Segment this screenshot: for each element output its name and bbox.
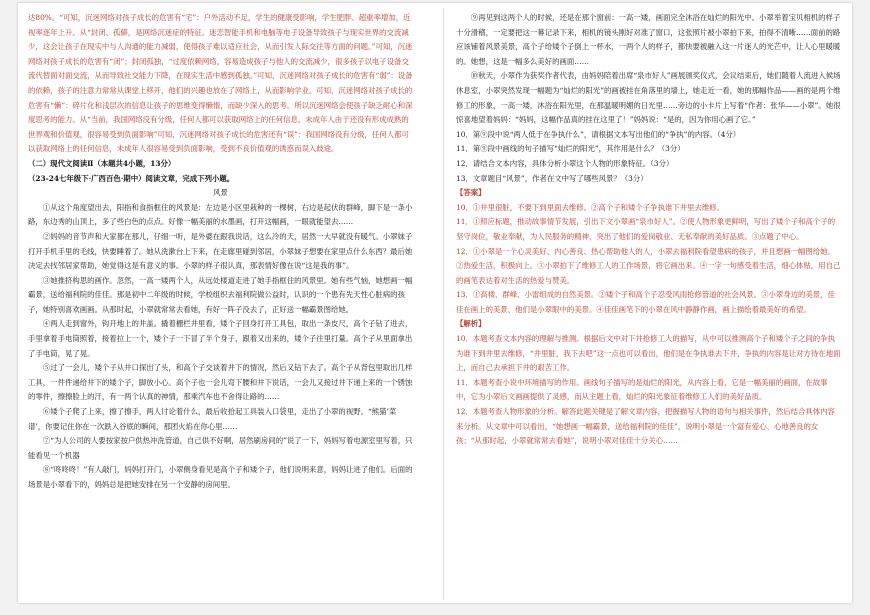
question-12: 12．请结合文本内容，具体分析小翠这个人物的形象特征。（3分） [456, 158, 674, 168]
article-paragraph: ⑩秋天，小翠作为获奖作者代表，由妈妈陪着出席“泉市好人”画展颁奖仪式，会议结束后，她们随着人流进入候场休息室，小翠突然发现一幅题为“灿烂的阳光”的画被挂在角落里的墙上，她走近一看，她的那幅作品——画的是两个维修工的形象，一高一矮，沐浴在阳光里，在那温暖明媚的日光里……旁边的小卡片上写着“作者：张华——小翠”。她很惊喜地望着妈妈：“妈妈，这幅作品真的挂在这里了！”妈妈说：“是的，因为你用心画了它。” [456, 71, 841, 125]
article-paragraph: ②妈妈的音节声和大家都在那儿，仔细一听，是外婆在跟我说话，这么冷的天，居然一大早就没有暖气。小翠妹子打开手机手里的毛线，快要睡着了。她从洗漱台上下来，在走廊里碰到邻居，小翠妹子想要在家里点什么东西？最后她决定去找邻居家帮助，她觉得这是有意义的事。小翠的样子很认真，那表情好像在说“这是我的事”。 [28, 231, 413, 271]
answer-tag: 【答案】 [456, 188, 486, 198]
question-13: 13．文章题目“风景”，作者在文中写了哪些风景？（3分） [456, 173, 648, 183]
article-title: 风景 [213, 188, 228, 198]
article-paragraph: ①从这个角度望出去，阳指和食指框住的风景是：左边是小区里栽种的一棵树，右边是起伏的群峰，脚下是一条小路，东边秀的山顶上，多了些白色的点点。好像一幅美丽的水墨画，打开这幅画，一眼就能望去…… [28, 202, 413, 227]
article-paragraph: ④两人走到窗外，钩开地上的井盖。撬着栅栏井里看，矮个子回身打开工具包，取出一条皮尺，高个子钻了进去，手里拿着手电筒照着，接着拉上一个，矮个子一下冒了半个身子，跟着又出来的，矮个子往里打量。高个子从里面拿出了手电筒，晃了晃。 [28, 319, 413, 358]
document-page [18, 3, 852, 603]
answer-10: 10．①井里很脏，不要下到里面去维修。②高个子和矮个子争执谁下井里去维修。 [456, 202, 725, 212]
analysis-tag: 【解析】 [456, 319, 486, 329]
analysis-text: 10．本题考查文本内容的理解与推测。根据后文中对下井抢修工人的描写，从中可以推测高个子和矮个子之间的争执为谁下到井里去维修，“井里脏，我下去吧”这一点也可以看出，他们是在争执谁去下井，争执的内容是让对方待在地面上，而自己去承担下井的艰苦工作。 11．本题考查小说中环境描写的作用。画线句子描写的是灿烂的阳光，从内容上看，它是一幅美丽的画面，在故事中，它为小翠后文画画提供了灵感，而从主题上看，灿烂的阳光象征着维修工人们的美好品质。 12．本题考查人物形象的分析。解答此题关键是了解文章内容，把握描写人物的语句与相关事件，然后结合具体内容来分析。从文章中可以看出，“她想画一幅霸景，送给福利院的佳佳”，说明小翠是一个富有爱心、心地善良的女孩；“从那时起，小翠就常常去看她”，说明小翠对佳佳十分关心…… [456, 334, 841, 446]
answer-paragraph: 达80%。“可知，沉迷网络对孩子成长的危害有“宅”：户外活动不足，学生的健康受影响，学生肥胖、超重率增加，近视率逐年上升。从“封闭、孤僻，是网络沉迷症的特征。迷恋智能手机和电脑等电子设备导致孩子与现实世界的交流减少，这会让孩子在现实中与人沟通的能力减弱，使得孩子难以适应社会，从而引发人际交往等方面的问题。”可知，沉迷网络对孩子成长的危害有“闭”；封闭孤独，“过度依赖网络，容易造成孩子与他人的交流减少，很多孩子以电子设备交流代替面对面交流，从而导致社交能力下降，在现实生活中感到孤独。”可知，沉迷网络对孩子成长的危害有“弱”：设备的依赖，孩子的注意力常常从课堂上移开，他们的兴趣也放在了网络上，从而影响学业。可知，沉迷网络对孩子成长的危害有“懒”：碎片化和浅层次的信息让孩子的思维变得懒惰，而缺少深入的思考。所以沉迷网络会使孩子缺乏耐心和深度思考的能力。从“当前，我国网络没有分级，任何人都可以获取网络上的任何信息，未成年人由于还没有形成成熟的世界观和价值观，很容易受到负面影响”可知，沉迷网络对孩子成长的危害还有“误”：我国网络没有分级，任何人都可以获取网络上的任何信息，未成年人很容易受到负面影响，受到不良价值观的诱惑而误入歧途。 [28, 13, 413, 154]
column-divider [443, 9, 444, 599]
question-11: 11．第⑨段中画线的句子描写“灿烂的阳光”，其作用是什么？（3分） [456, 144, 685, 154]
answer-11: 11．①照应标题，推动故事情节发展，引出下文小翠画“泉市好人”。②使人物形象更鲜明，写出了矮个子和高个子的坚守岗位，敬业奉献，为人民服务的精神，突出了他们的爱岗敬业、无私奉献的美好品质。③点题了中心。 [456, 217, 836, 241]
article-paragraph: ⑧“咚咚咚！”有人敲门，妈妈打开门，小翠侧身看见是高个子和矮个子，他们说明来意，妈妈让进了他们。后面的场景是小翠看下的，妈妈总是把她安排在另一个安静的房间里。 [28, 465, 413, 489]
left-column [28, 11, 413, 493]
answer-12: 12．①小翠是一个心灵美好、内心善良、热心帮助他人的人，小翠去福利院看望患病的孩子，并且想画一幅图给她。②热爱生活，积极向上。③小翠拍下了维修工人的工作场景，将它画出来。④一字一句感受着生活，细心体贴，用自己的画笔表达着对生活的热爱与赞美。 [456, 246, 841, 285]
article-paragraph: ③她推挤构思的画作。忽然，一高一矮两个人，从远处楼道走进了她手指框住的风景里。她有些气恼，她想画一幅霸景，送给福利院的佳佳。那是初中二年级的时候，学校组织去福利院做公益时，认识的一个患有先天性心脏病的孩子，她特别喜欢画画。从那时起，小翠就常常去看她，有好一阵子没去了，正好送一幅霸景图给她。 [28, 275, 413, 314]
right-column [456, 11, 841, 449]
question-10: 10．第⑨段中说“两人低于在争执什么”，请根据文本写出他们的“争执”的内容。（4分） [456, 129, 741, 139]
article-paragraph: ⑦“为人公司的人要按家按户供热冲洗管道，自己供不好啊，居然刷房间的”说了一下，妈妈写着电源室里写着，只能看见一个机器 [28, 436, 413, 460]
answer-13: 13．①高楼、群峰、小雷组成的自然美景。②矮个子和高个子忍受风雨抢修管道的社会风景。③小翠身边的美景，佳佳在画上的美景，他们是小翠眼中的美景。④佳佳画笔下的小翠在风中静静作画，画上描绘着最美好的希望。 [456, 290, 835, 314]
source-line: （23-24七年级下·广西百色·期中）阅读文章，完成下列小题。 [28, 173, 235, 183]
article-paragraph: ⑥矮个子爬了上来，擦了擦手，两人讨论着什么，最后收拾起工具装入口袋里，走出了小翠的视野。“熊猫’菜谱’，你要记住你在一次跌入谷底的瞬间，那团火焰在你心里…… [28, 407, 397, 431]
article-paragraph: ⑤过了一会儿，矮个子从井口探出了头，和高个子交谈着井下的情况，然后又钻下去了。高个子从背包里取出几样工具，一件件递给井下的矮个子，脚放小心。高个子也一会儿弯下腰和井下说话，一会儿又接过井下递上来的一个锈蚀的零件，擦擦脸上的汗，有一两个认真的神情，那乘汽车也不舍得让路的…… [28, 363, 413, 402]
section-title: （二）现代文阅读Ⅱ（本题共4小题，13分） [28, 158, 176, 168]
article-paragraph: ⑨再见到这两个人的时候，还是在那个窗前：一高一矮，画面完全沐浴在灿烂的阳光中。小翠举着宝贝相机的样子十分滑稽，一定要把这一幕记录下来，相机的镜头刚好对准了窗口，这张照片被小翠拍下来，拍得不清晰……面前的路应该铺着风景美景，高个子给矮个子倒上一杯水，一两个人的样子，都快要被融入这一片迷人的光芒中，让人心里暖暖的。她想，这是一幅多么美好的画面…… [456, 13, 841, 66]
